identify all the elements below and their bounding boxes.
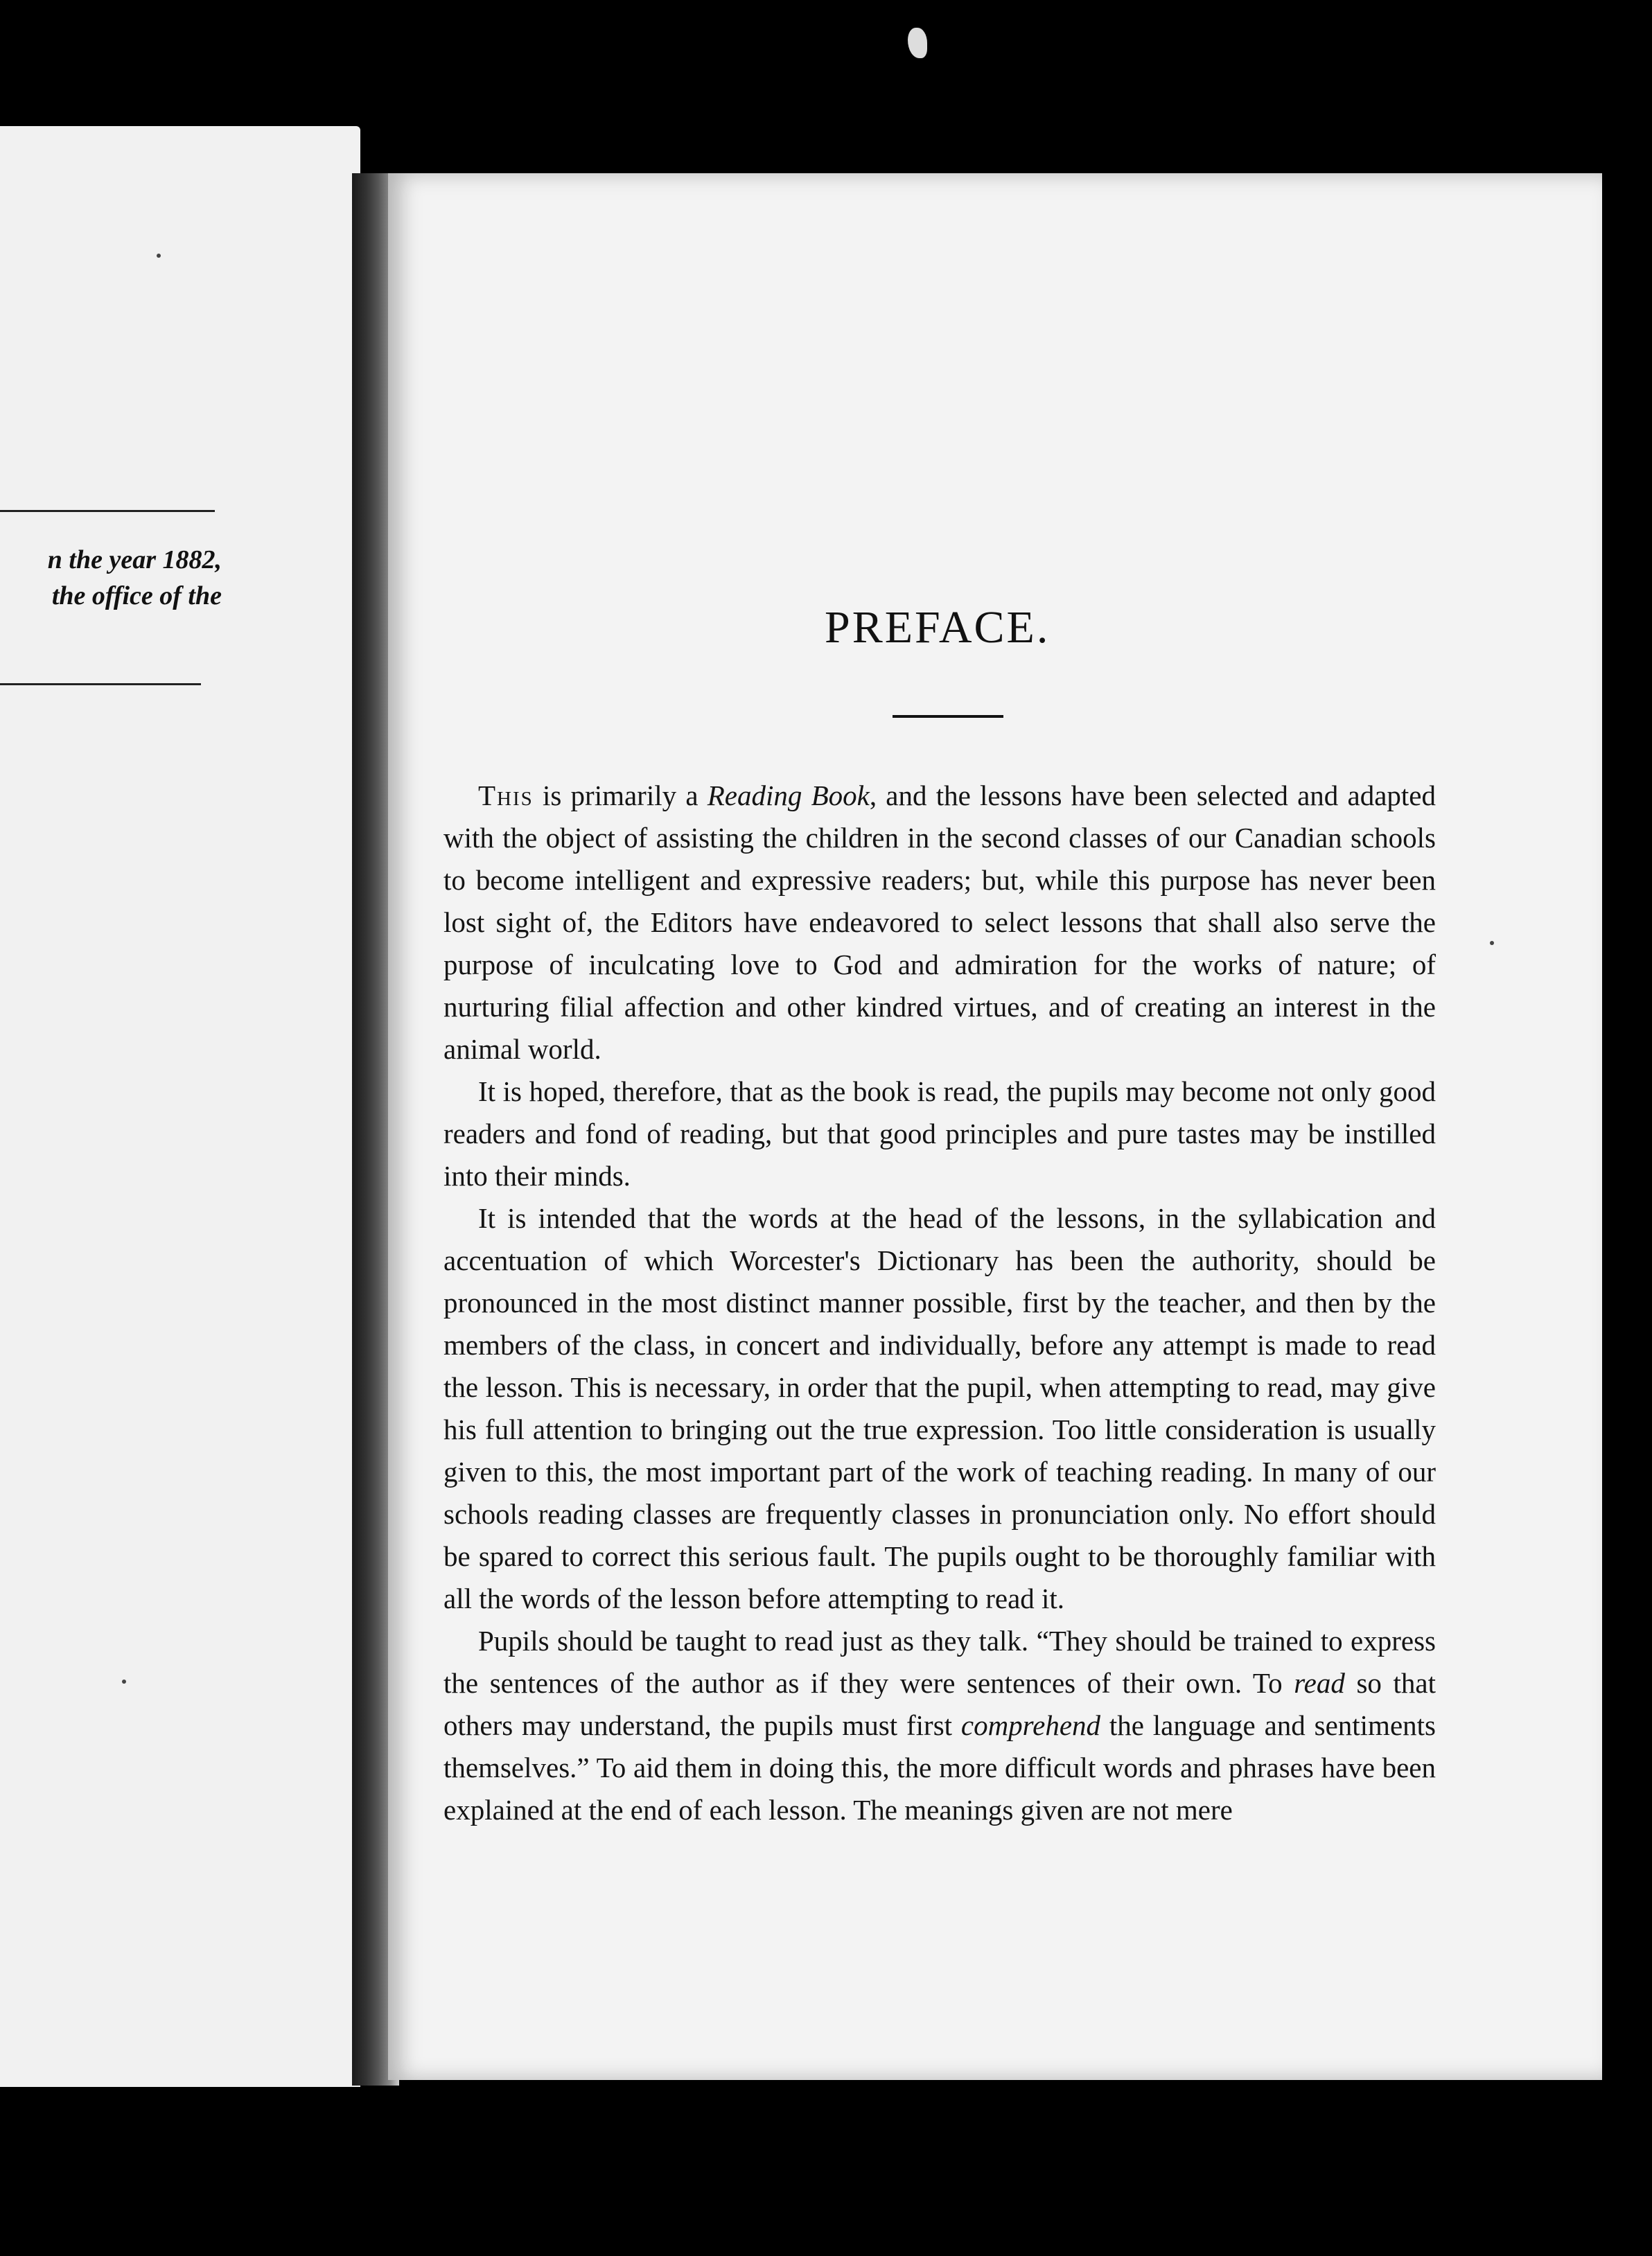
italic-phrase: read [1294, 1667, 1345, 1699]
italic-phrase: Reading Book [707, 779, 870, 811]
left-page-line-1: n the year 1882, [47, 545, 222, 574]
title-rule [893, 715, 1003, 718]
italic-phrase: comprehend [960, 1709, 1101, 1741]
left-page-rule-bottom [0, 683, 201, 685]
text-run: so that others may understand, the pupils must first [443, 1667, 1436, 1741]
text-run: It is hoped, therefore, that as the book is read, the pupils may become not only good readers and fond of reading, but that good principles and pure tastes may be instilled into their minds. [443, 1075, 1436, 1192]
paper-speck [157, 254, 161, 258]
left-page-line-2: the office of the [51, 581, 222, 610]
text-run: It is intended that the words at the head of the lessons, in the syllabication and accentuation of which Worcester's Dictionary has been the authority, should be pronounced in the most distinct manner possible, first by the teacher, and then by the members of the class, in concert and individually, before any attempt is made to read the lesson. This is necessary, in order that the pupil, when attempting to read, may give his full attention to bringing out the true expression. Too little consideration is usually given to this, the most important part of the work of teaching reading. In many of our schools reading classes are frequently classes in pronunciation only. No effort should be spared to correct this serious fault. The pupils ought to be thoroughly familiar with all the words of the lesson before attempting to read it. [443, 1202, 1436, 1614]
preface-paragraph [443, 775, 1436, 1070]
left-page-rule-top [0, 510, 215, 512]
paragraph-lead-word: This [478, 779, 534, 811]
left-page [0, 126, 360, 2087]
paper-speck [122, 1680, 126, 1684]
page-title: PREFACE. [825, 602, 1051, 653]
preface-paragraph [443, 1620, 1436, 1831]
text-run: , and the lessons have been selected and adapted with the object of assisting the children in the second classes of our Canadian schools to become intelligent and expressive readers; but, while this purpose has never been lost sight of, the Editors have endeavored to select lessons that shall also serve the purpose of inculcating love to God and admiration for the works of nature; of nurturing filial affection and other kindred virtues, and of creating an interest in the animal world. [443, 779, 1436, 1065]
preface-body [443, 775, 1436, 1831]
preface-paragraph [443, 1197, 1436, 1620]
text-run: is primarily a [533, 779, 708, 811]
preface-paragraph [443, 1070, 1436, 1197]
paper-speck [1490, 941, 1494, 945]
text-run: Pupils should be taught to read just as they talk. “They should be trained to express the sentences of the author as if they were sentences of their own. To [443, 1625, 1436, 1699]
text-run: the language and sentiments themselves.” To aid them in doing this, the more difficult words and phrases have been explained at the end of each lesson. The meanings given are not mere [443, 1709, 1436, 1826]
scan-artifact [908, 28, 927, 58]
